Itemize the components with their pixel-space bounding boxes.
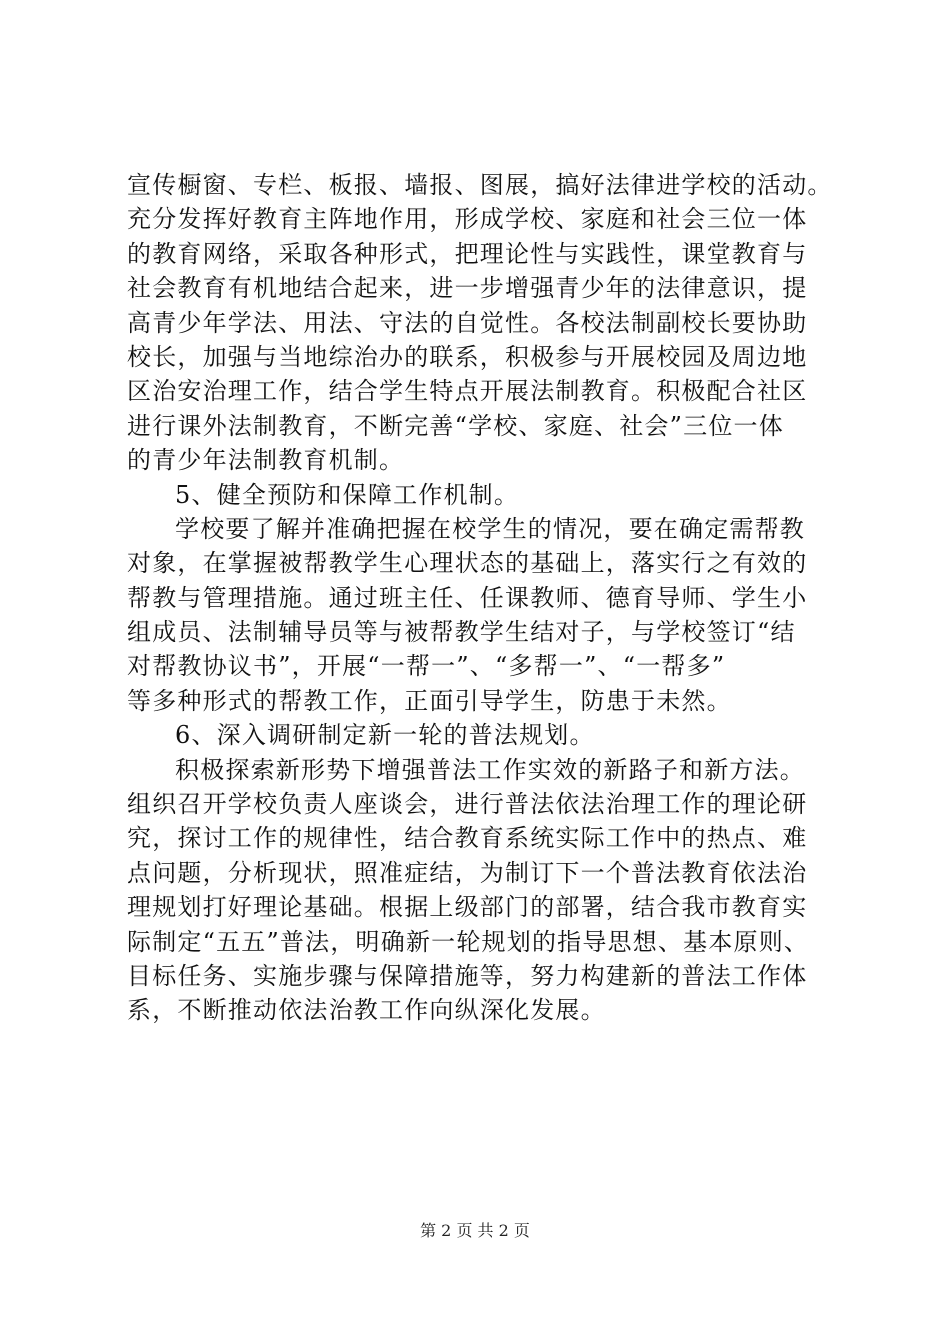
- text-line: 理规划打好理论基础。根据上级部门的部署，结合我市教育实: [127, 893, 808, 922]
- text-line: 系，不断推动依法治教工作向纵深化发展。: [127, 996, 606, 1025]
- text-line: 点问题，分析现状，照准症结，为制订下一个普法教育依法治: [127, 858, 808, 887]
- text-line: 际制定“五五”普法，明确新一轮规划的指导思想、基本原则、: [127, 927, 810, 956]
- text-line: 校长，加强与当地综治办的联系，积极参与开展校园及周边地: [127, 342, 808, 371]
- text-line: 高青少年学法、用法、守法的自觉性。各校法制副校长要协助: [127, 308, 808, 337]
- text-line: 5、健全预防和保障工作机制。: [175, 480, 520, 509]
- text-line: 组成员、法制辅导员等与被帮教学生结对子，与学校签订“结: [127, 618, 796, 647]
- text-line: 对象，在掌握被帮教学生心理状态的基础上，落实行之有效的: [127, 549, 808, 578]
- text-line: 究，探讨工作的规律性，结合教育系统实际工作中的热点、难: [127, 824, 808, 853]
- text-line: 区治安治理工作，结合学生特点开展法制教育。积极配合社区: [127, 377, 808, 406]
- text-line: 组织召开学校负责人座谈会，进行普法依法治理工作的理论研: [127, 790, 808, 819]
- page-footer: 第 2 页 共 2 页: [420, 1221, 530, 1240]
- text-line: 目标任务、实施步骤与保障措施等，努力构建新的普法工作体: [127, 961, 808, 990]
- text-line: 学校要了解并准确把握在校学生的情况，要在确定需帮教: [175, 514, 805, 543]
- text-line: 的青少年法制教育机制。: [127, 446, 405, 475]
- text-line: 等多种形式的帮教工作，正面引导学生，防患于未然。: [127, 686, 732, 715]
- document-body: [127, 168, 837, 1028]
- text-line: 宣传橱窗、专栏、板报、墙报、图展，搞好法律进学校的活动。: [127, 171, 833, 199]
- text-line: 充分发挥好教育主阵地作用，形成学校、家庭和社会三位一体: [127, 205, 808, 234]
- text-line: 对帮教协议书”，开展“一帮一”、“多帮一”、“一帮多”: [127, 652, 726, 681]
- text-line: 积极探索新形势下增强普法工作实效的新路子和新方法。: [175, 755, 805, 784]
- text-line: 6、深入调研制定新一轮的普法规划。: [175, 721, 595, 750]
- text-line: 帮教与管理措施。通过班主任、任课教师、德育导师、学生小: [127, 583, 808, 612]
- text-line: 进行课外法制教育，不断完善“学校、家庭、社会”三位一体: [127, 411, 784, 440]
- text-line: 的教育网络，采取各种形式，把理论性与实践性，课堂教育与: [127, 239, 808, 268]
- text-line: 社会教育有机地结合起来，进一步增强青少年的法律意识，提: [127, 274, 808, 303]
